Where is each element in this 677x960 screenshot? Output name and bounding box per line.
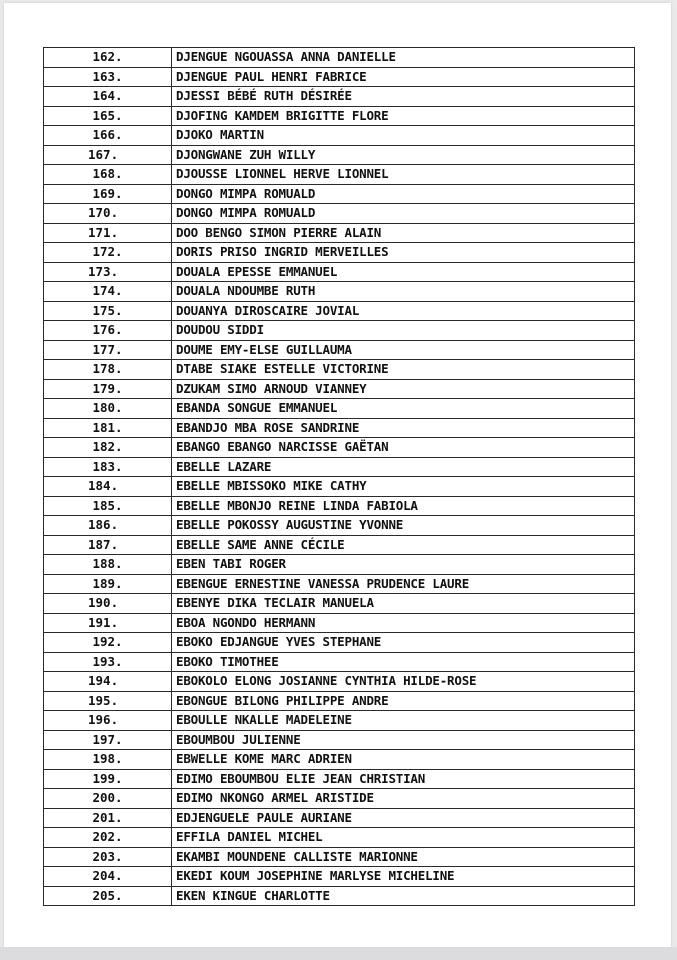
table-row <box>44 691 635 711</box>
row-number: 181. <box>44 418 172 438</box>
person-name: DOUME EMY-ELSE GUILLAUMA <box>172 340 635 360</box>
table-row <box>44 262 635 282</box>
person-name: EDJENGUELE PAULE AURIANE <box>172 808 635 828</box>
row-number: 193. <box>44 652 172 672</box>
row-number: 180. <box>44 399 172 419</box>
table-row <box>44 165 635 185</box>
person-name: DONGO MIMPA ROMUALD <box>172 204 635 224</box>
row-number: 183. <box>44 457 172 477</box>
table-row <box>44 145 635 165</box>
person-name: EBELLE POKOSSY AUGUSTINE YVONNE <box>172 516 635 536</box>
person-name: DJONGWANE ZUH WILLY <box>172 145 635 165</box>
row-number: 202. <box>44 828 172 848</box>
person-name: DJENGUE PAUL HENRI FABRICE <box>172 67 635 87</box>
person-name: EFFILA DANIEL MICHEL <box>172 828 635 848</box>
table-row <box>44 555 635 575</box>
row-number: 198. <box>44 750 172 770</box>
row-number: 177. <box>44 340 172 360</box>
name-list-table <box>43 47 635 906</box>
name-list-body <box>44 48 635 906</box>
table-row <box>44 340 635 360</box>
person-name: EBOKO EDJANGUE YVES STEPHANE <box>172 633 635 653</box>
row-number: 201. <box>44 808 172 828</box>
row-number: 196. <box>44 711 172 731</box>
person-name: EKEDI KOUM JOSEPHINE MARLYSE MICHELINE <box>172 867 635 887</box>
person-name: DZUKAM SIMO ARNOUD VIANNEY <box>172 379 635 399</box>
row-number: 174. <box>44 282 172 302</box>
person-name: EDIMO NKONGO ARMEL ARISTIDE <box>172 789 635 809</box>
table-row <box>44 184 635 204</box>
person-name: DTABE SIAKE ESTELLE VICTORINE <box>172 360 635 380</box>
table-row <box>44 613 635 633</box>
person-name: EKEN KINGUE CHARLOTTE <box>172 886 635 906</box>
row-number: 175. <box>44 301 172 321</box>
row-number: 172. <box>44 243 172 263</box>
row-number: 187. <box>44 535 172 555</box>
person-name: EBELLE LAZARE <box>172 457 635 477</box>
row-number: 195. <box>44 691 172 711</box>
person-name: EBANDA SONGUE EMMANUEL <box>172 399 635 419</box>
table-row <box>44 750 635 770</box>
person-name: EBELLE MBISSOKO MIKE CATHY <box>172 477 635 497</box>
row-number: 203. <box>44 847 172 867</box>
row-number: 205. <box>44 886 172 906</box>
table-row <box>44 106 635 126</box>
person-name: EBOULLE NKALLE MADELEINE <box>172 711 635 731</box>
table-row <box>44 126 635 146</box>
row-number: 167. <box>44 145 172 165</box>
table-row <box>44 828 635 848</box>
row-number: 186. <box>44 516 172 536</box>
person-name: DJOUSSE LIONNEL HERVE LIONNEL <box>172 165 635 185</box>
table-row <box>44 652 635 672</box>
row-number: 182. <box>44 438 172 458</box>
row-number: 170. <box>44 204 172 224</box>
row-number: 188. <box>44 555 172 575</box>
table-row <box>44 711 635 731</box>
row-number: 164. <box>44 87 172 107</box>
table-row <box>44 418 635 438</box>
table-row <box>44 769 635 789</box>
table-row <box>44 633 635 653</box>
table-row <box>44 886 635 906</box>
person-name: EBOA NGONDO HERMANN <box>172 613 635 633</box>
row-number: 173. <box>44 262 172 282</box>
row-number: 192. <box>44 633 172 653</box>
person-name: EBOUMBOU JULIENNE <box>172 730 635 750</box>
person-name: DOUANYA DIROSCAIRE JOVIAL <box>172 301 635 321</box>
row-number: 178. <box>44 360 172 380</box>
row-number: 179. <box>44 379 172 399</box>
row-number: 199. <box>44 769 172 789</box>
table-row <box>44 574 635 594</box>
person-name: DJOKO MARTIN <box>172 126 635 146</box>
table-row <box>44 223 635 243</box>
person-name: EBELLE MBONJO REINE LINDA FABIOLA <box>172 496 635 516</box>
table-row <box>44 301 635 321</box>
row-number: 190. <box>44 594 172 614</box>
table-row <box>44 535 635 555</box>
table-row <box>44 399 635 419</box>
row-number: 162. <box>44 48 172 68</box>
person-name: EBONGUE BILONG PHILIPPE ANDRE <box>172 691 635 711</box>
person-name: DOUALA EPESSE EMMANUEL <box>172 262 635 282</box>
person-name: EBANGO EBANGO NARCISSE GAËTAN <box>172 438 635 458</box>
person-name: EBENYE DIKA TECLAIR MANUELA <box>172 594 635 614</box>
table-row <box>44 204 635 224</box>
person-name: DJESSI BÉBÉ RUTH DÉSIRÉE <box>172 87 635 107</box>
person-name: DOUDOU SIDDI <box>172 321 635 341</box>
row-number: 191. <box>44 613 172 633</box>
row-number: 204. <box>44 867 172 887</box>
person-name: EDIMO EBOUMBOU ELIE JEAN CHRISTIAN <box>172 769 635 789</box>
person-name: DORIS PRISO INGRID MERVEILLES <box>172 243 635 263</box>
person-name: DOO BENGO SIMON PIERRE ALAIN <box>172 223 635 243</box>
table-row <box>44 438 635 458</box>
table-row <box>44 789 635 809</box>
table-row <box>44 847 635 867</box>
row-number: 163. <box>44 67 172 87</box>
row-number: 184. <box>44 477 172 497</box>
table-row <box>44 360 635 380</box>
person-name: DONGO MIMPA ROMUALD <box>172 184 635 204</box>
person-name: EBELLE SAME ANNE CÉCILE <box>172 535 635 555</box>
table-row <box>44 594 635 614</box>
person-name: DJENGUE NGOUASSA ANNA DANIELLE <box>172 48 635 68</box>
viewer-bottom-band <box>0 947 677 960</box>
table-row <box>44 457 635 477</box>
row-number: 169. <box>44 184 172 204</box>
table-row <box>44 477 635 497</box>
table-row <box>44 808 635 828</box>
row-number: 194. <box>44 672 172 692</box>
table-row <box>44 496 635 516</box>
row-number: 171. <box>44 223 172 243</box>
document-page <box>4 3 671 947</box>
person-name: EBWELLE KOME MARC ADRIEN <box>172 750 635 770</box>
table-row <box>44 87 635 107</box>
person-name: DOUALA NDOUMBE RUTH <box>172 282 635 302</box>
table-row <box>44 672 635 692</box>
table-row <box>44 730 635 750</box>
table-row <box>44 243 635 263</box>
person-name: EBENGUE ERNESTINE VANESSA PRUDENCE LAURE <box>172 574 635 594</box>
table-row <box>44 321 635 341</box>
row-number: 200. <box>44 789 172 809</box>
person-name: EBEN TABI ROGER <box>172 555 635 575</box>
person-name: EBOKOLO ELONG JOSIANNE CYNTHIA HILDE-ROSE <box>172 672 635 692</box>
person-name: EBANDJO MBA ROSE SANDRINE <box>172 418 635 438</box>
person-name: EKAMBI MOUNDENE CALLISTE MARIONNE <box>172 847 635 867</box>
table-row <box>44 282 635 302</box>
table-row <box>44 379 635 399</box>
row-number: 197. <box>44 730 172 750</box>
row-number: 189. <box>44 574 172 594</box>
row-number: 166. <box>44 126 172 146</box>
table-row <box>44 67 635 87</box>
table-row <box>44 516 635 536</box>
person-name: EBOKO TIMOTHEE <box>172 652 635 672</box>
row-number: 168. <box>44 165 172 185</box>
person-name: DJOFING KAMDEM BRIGITTE FLORE <box>172 106 635 126</box>
row-number: 176. <box>44 321 172 341</box>
row-number: 185. <box>44 496 172 516</box>
table-row <box>44 867 635 887</box>
row-number: 165. <box>44 106 172 126</box>
table-row <box>44 48 635 68</box>
